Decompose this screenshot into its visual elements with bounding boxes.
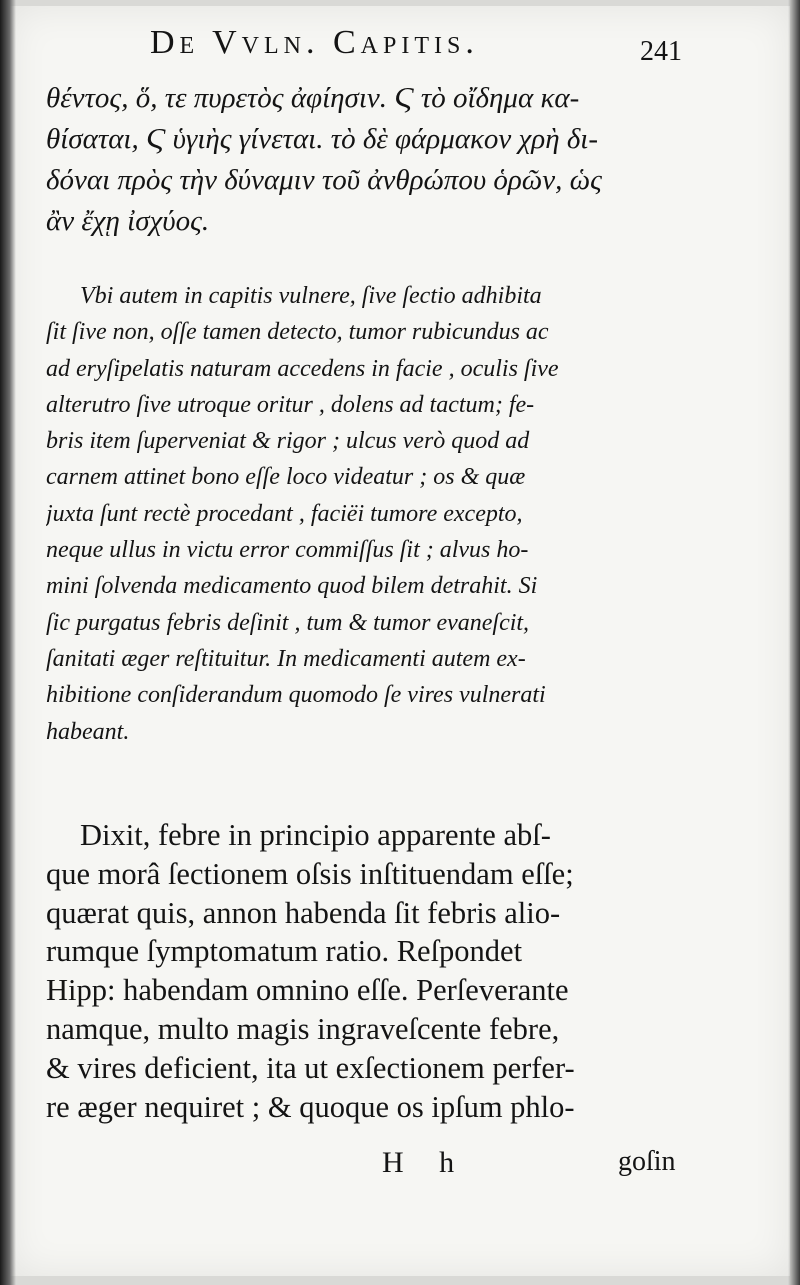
commentary-line: Hipp: habendam omnino eſſe. Perſeverante <box>46 973 569 1008</box>
latin-line: mini ſolvenda medicamento quod bilem detrahit. Si <box>46 573 538 600</box>
commentary-line: rumque ſymptomatum ratio. Reſpondet <box>46 934 523 969</box>
latin-translation <box>46 278 690 750</box>
binding-shadow <box>0 0 16 1285</box>
latin-line: hibitione conſiderandum quomodo ſe vires vulnerati <box>46 682 546 709</box>
latin-line: ad eryſipelatis naturam accedens in facie , oculis ſive <box>46 355 559 382</box>
page-edge-shadow <box>788 0 800 1285</box>
commentary-line: namque, multo magis ingraveſcente febre, <box>46 1011 560 1046</box>
greek-line: ἂν ἔχῃ ἰσχύος. <box>46 205 210 237</box>
greek-line: θίσαται, Ϛ ὑγιὴς γίνεται. τὸ δὲ φάρμακον χρὴ δι- <box>46 123 599 155</box>
latin-line: neque ullus in victu error commiſſus ſit ; alvus ho- <box>46 537 529 564</box>
greek-line: θέντος, ὅ, τε πυρετὸς ἀφίησιν. Ϛ τὸ οἴδημα κα- <box>46 82 580 114</box>
running-title: De Vvln. Capitis. <box>150 24 479 61</box>
latin-line: juxta ſunt rectè procedant , faciëi tumore excepto, <box>46 500 523 527</box>
book-page <box>10 6 790 1276</box>
greek-line: δόναι πρὸς τὴν δύναμιν τοῦ ἀνθρώπου ὁρῶν, ὡς <box>46 164 602 196</box>
latin-line: ſanitati æger reſtituitur. In medicamenti autem ex- <box>46 645 526 672</box>
commentary-line: & vires deficient, ita ut exſectionem perfer- <box>46 1050 575 1085</box>
commentary-line: quærat quis, annon habenda ſit febris alio- <box>46 895 561 930</box>
latin-line: carnem attinet bono eſſe loco videatur ; os & quæ <box>46 464 526 491</box>
latin-line: habeant. <box>46 718 130 745</box>
greek-passage <box>46 78 690 242</box>
latin-line: Vbi autem in capitis vulnere, ſive ſectio adhibita <box>80 283 542 309</box>
commentary-line: Dixit, febre in principio apparente abſ- <box>80 818 551 852</box>
commentary <box>46 816 690 1126</box>
page-number: 241 <box>640 36 682 67</box>
latin-line: ſic purgatus febris deſinit , tum & tumor evaneſcit, <box>46 609 530 636</box>
latin-line: alterutro ſive utroque oritur , dolens ad tactum; fe- <box>46 391 535 418</box>
latin-line: bris item ſuperveniat & rigor ; ulcus verò quod ad <box>46 428 530 455</box>
commentary-line: que morâ ſectionem oſsis inſtituendam eſſe; <box>46 856 574 891</box>
commentary-line: re æger nequiret ; & quoque os ipſum phlo- <box>46 1089 575 1124</box>
catchword: goſin <box>618 1146 676 1177</box>
latin-line: ſit ſive non, oſſe tamen detecto, tumor rubicundus ac <box>46 319 549 346</box>
signature-mark: H h <box>382 1146 469 1179</box>
